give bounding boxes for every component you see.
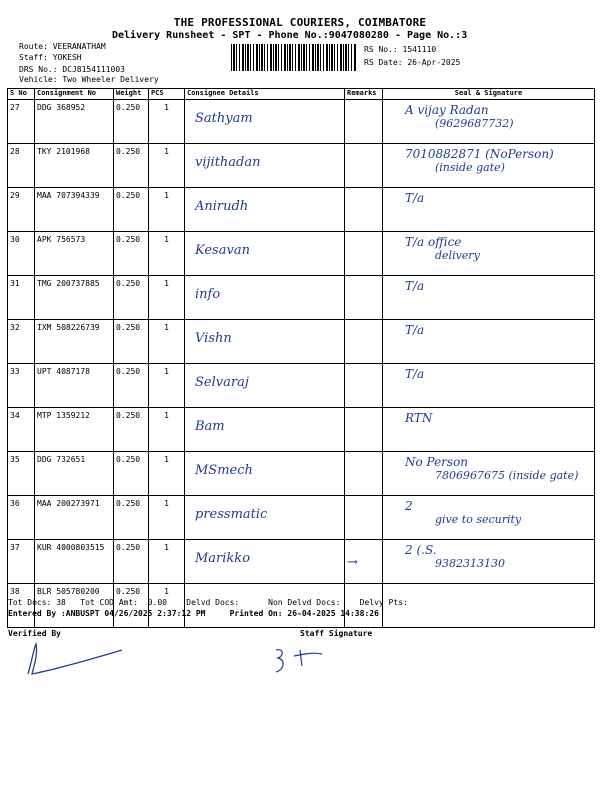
tot-cod-label: Tot COD Amt: bbox=[80, 598, 139, 607]
delvy-pts-label: Delvy Pts: bbox=[359, 598, 408, 607]
seal-handwriting: A vijay Radan bbox=[405, 103, 489, 117]
sno-cell: 27 bbox=[8, 100, 35, 144]
consignee-handwriting: Kesavan bbox=[195, 243, 250, 258]
table-row bbox=[8, 364, 595, 408]
consignment-cell: BLR 505780200 bbox=[35, 584, 114, 628]
seal-signature-cell bbox=[383, 540, 595, 584]
sno-cell: 32 bbox=[8, 320, 35, 364]
printed-on: Printed On: 26-04-2025 14:38:26 bbox=[229, 609, 379, 618]
table-row bbox=[8, 540, 595, 584]
entered-by: Entered By :ANBUSPT 04/26/2025 2:37:12 PM bbox=[8, 609, 206, 618]
staff: Staff: YOKESH bbox=[19, 53, 82, 62]
pcs-cell: 1 bbox=[149, 232, 185, 276]
tot-docs-label: Tot Docs: bbox=[8, 598, 52, 607]
col-header-sno: S No bbox=[8, 89, 35, 100]
seal-signature-cell bbox=[383, 144, 595, 188]
consignee-handwriting: Bam bbox=[195, 419, 225, 434]
consignee-cell bbox=[185, 452, 345, 496]
remarks-cell bbox=[345, 364, 383, 408]
remarks-cell bbox=[345, 540, 383, 584]
table-row bbox=[8, 276, 595, 320]
consignee-cell bbox=[185, 320, 345, 364]
vehicle: Vehicle: Two Wheeler Delivery bbox=[19, 75, 159, 84]
pcs-cell: 1 bbox=[149, 320, 185, 364]
weight-cell: 0.250 bbox=[114, 496, 149, 540]
seal-signature-cell bbox=[383, 100, 595, 144]
document-title: THE PROFESSIONAL COURIERS, COIMBATORE bbox=[173, 16, 427, 29]
seal-handwriting: T/a office bbox=[405, 235, 462, 249]
sno-cell: 35 bbox=[8, 452, 35, 496]
consignment-cell: DDG 732651 bbox=[35, 452, 114, 496]
seal-handwriting: T/a bbox=[405, 279, 425, 293]
seal-handwriting-line2: (9629687732) bbox=[435, 117, 514, 130]
consignee-handwriting: Vishn bbox=[195, 331, 232, 346]
remarks-cell bbox=[345, 188, 383, 232]
seal-handwriting-line2: 9382313130 bbox=[435, 557, 505, 570]
seal-handwriting: 7010882871 (NoPerson) bbox=[405, 147, 554, 161]
consignee-cell bbox=[185, 540, 345, 584]
seal-handwriting-line2: (inside gate) bbox=[435, 161, 505, 174]
table-row bbox=[8, 320, 595, 364]
consignee-cell bbox=[185, 408, 345, 452]
table-row bbox=[8, 100, 595, 144]
consignee-handwriting: Anirudh bbox=[195, 199, 249, 214]
col-header-consignee: Consignee Details bbox=[185, 89, 345, 100]
sno-cell: 30 bbox=[8, 232, 35, 276]
seal-handwriting: 2 bbox=[405, 499, 413, 513]
consignee-handwriting: Selvaraj bbox=[195, 375, 249, 390]
seal-handwriting-line2: delivery bbox=[435, 249, 480, 262]
table-header-row bbox=[8, 89, 595, 100]
remarks-cell bbox=[345, 276, 383, 320]
staff-signature-mark bbox=[270, 640, 340, 680]
pcs-cell: 1 bbox=[149, 100, 185, 144]
verified-by-label: Verified By bbox=[8, 629, 61, 638]
table-row bbox=[8, 452, 595, 496]
consignment-cell: MTP 1359212 bbox=[35, 408, 114, 452]
remarks-cell bbox=[345, 144, 383, 188]
sno-cell: 31 bbox=[8, 276, 35, 320]
sno-cell: 34 bbox=[8, 408, 35, 452]
consignee-cell bbox=[185, 144, 345, 188]
entered-printed-line bbox=[8, 609, 379, 618]
pcs-cell: 1 bbox=[149, 144, 185, 188]
table-row bbox=[8, 188, 595, 232]
weight-cell: 0.250 bbox=[114, 144, 149, 188]
consignee-cell bbox=[185, 100, 345, 144]
table-row bbox=[8, 232, 595, 276]
consignment-cell: MAA 707394339 bbox=[35, 188, 114, 232]
seal-signature-cell bbox=[383, 320, 595, 364]
seal-handwriting: T/a bbox=[405, 323, 425, 337]
consignee-handwriting: info bbox=[195, 287, 221, 302]
rs-date: RS Date: 26-Apr-2025 bbox=[364, 58, 461, 67]
weight-cell: 0.250 bbox=[114, 276, 149, 320]
consignment-cell: TKY 2101968 bbox=[35, 144, 114, 188]
drs-number: DRS No.: DCJ8154111003 bbox=[19, 65, 125, 74]
consignment-cell: TMG 200737885 bbox=[35, 276, 114, 320]
route: Route: VEERANATHAM bbox=[19, 42, 106, 51]
seal-signature-cell bbox=[383, 364, 595, 408]
col-header-pcs: PCS bbox=[149, 89, 185, 100]
pcs-cell: 1 bbox=[149, 408, 185, 452]
seal-signature-cell bbox=[383, 276, 595, 320]
pcs-cell: 1 bbox=[149, 496, 185, 540]
pcs-cell: 1 bbox=[149, 584, 185, 628]
consignee-handwriting: Marikko bbox=[195, 551, 251, 566]
seal-handwriting-line2: 7806967675 (inside gate) bbox=[435, 469, 579, 482]
consignee-handwriting: MSmech bbox=[195, 463, 253, 478]
seal-handwriting: T/a bbox=[405, 191, 425, 205]
remarks-cell bbox=[345, 452, 383, 496]
seal-signature-cell bbox=[383, 408, 595, 452]
weight-cell: 0.250 bbox=[114, 320, 149, 364]
weight-cell: 0.250 bbox=[114, 232, 149, 276]
consignment-cell: KUR 4000803515 bbox=[35, 540, 114, 584]
consignee-handwriting: pressmatic bbox=[195, 507, 268, 522]
table-row bbox=[8, 496, 595, 540]
seal-handwriting: No Person bbox=[405, 455, 469, 469]
sno-cell: 36 bbox=[8, 496, 35, 540]
barcode bbox=[231, 44, 357, 71]
sno-cell: 33 bbox=[8, 364, 35, 408]
totals-line bbox=[8, 598, 408, 607]
seal-handwriting-line2: give to security bbox=[435, 513, 522, 526]
seal-signature-cell bbox=[383, 496, 595, 540]
pcs-cell: 1 bbox=[149, 364, 185, 408]
tot-docs-value: 38 bbox=[56, 598, 66, 607]
pcs-cell: 1 bbox=[149, 276, 185, 320]
consignment-cell: MAA 200273971 bbox=[35, 496, 114, 540]
seal-signature-cell bbox=[383, 452, 595, 496]
consignment-cell: IXM 508226739 bbox=[35, 320, 114, 364]
remarks-cell bbox=[345, 408, 383, 452]
remarks-cell bbox=[345, 100, 383, 144]
remarks-handwriting: → bbox=[347, 555, 358, 570]
pcs-cell: 1 bbox=[149, 540, 185, 584]
weight-cell: 0.250 bbox=[114, 100, 149, 144]
consignee-cell bbox=[185, 496, 345, 540]
consignment-cell: DDG 368952 bbox=[35, 100, 114, 144]
sno-cell: 37 bbox=[8, 540, 35, 584]
consignee-cell bbox=[185, 232, 345, 276]
staff-signature-label: Staff Signature bbox=[300, 629, 373, 638]
runsheet-table bbox=[7, 88, 595, 628]
rs-number: RS No.: 1541110 bbox=[364, 45, 437, 54]
table-row bbox=[8, 144, 595, 188]
weight-cell: 0.250 bbox=[114, 188, 149, 232]
sno-cell: 29 bbox=[8, 188, 35, 232]
seal-handwriting: 2 (.S. bbox=[405, 543, 437, 557]
remarks-cell bbox=[345, 232, 383, 276]
weight-cell: 0.250 bbox=[114, 584, 149, 628]
seal-handwriting: T/a bbox=[405, 367, 425, 381]
remarks-cell bbox=[345, 320, 383, 364]
consignment-cell: UPT 4087178 bbox=[35, 364, 114, 408]
sno-cell: 38 bbox=[8, 584, 35, 628]
weight-cell: 0.250 bbox=[114, 452, 149, 496]
consignee-cell bbox=[185, 188, 345, 232]
seal-signature-cell bbox=[383, 188, 595, 232]
remarks-cell bbox=[345, 496, 383, 540]
seal-signature-cell bbox=[383, 584, 595, 628]
consignee-handwriting: vijithadan bbox=[195, 155, 261, 170]
col-header-weight: Weight bbox=[114, 89, 149, 100]
verified-signature bbox=[22, 640, 132, 680]
sno-cell: 28 bbox=[8, 144, 35, 188]
tot-cod-value: 0.00 bbox=[147, 598, 167, 607]
col-header-remarks: Remarks bbox=[345, 89, 383, 100]
col-header-seal: Seal & Signature bbox=[383, 89, 595, 100]
document-subtitle: Delivery Runsheet - SPT - Phone No.:9047080280 - Page No.:3 bbox=[112, 30, 468, 41]
pcs-cell: 1 bbox=[149, 188, 185, 232]
consignee-handwriting: Sathyam bbox=[195, 111, 253, 126]
table-row bbox=[8, 408, 595, 452]
pcs-cell: 1 bbox=[149, 452, 185, 496]
non-delvd-docs-label: Non Delvd Docs: bbox=[268, 598, 341, 607]
consignee-cell bbox=[185, 276, 345, 320]
col-header-consignment: Consignment No bbox=[35, 89, 114, 100]
delvd-docs-label: Delvd Docs: bbox=[186, 598, 240, 607]
seal-handwriting: RTN bbox=[405, 411, 433, 425]
consignee-cell bbox=[185, 364, 345, 408]
weight-cell: 0.250 bbox=[114, 364, 149, 408]
seal-signature-cell bbox=[383, 232, 595, 276]
weight-cell: 0.250 bbox=[114, 408, 149, 452]
weight-cell: 0.250 bbox=[114, 540, 149, 584]
consignment-cell: APK 756573 bbox=[35, 232, 114, 276]
